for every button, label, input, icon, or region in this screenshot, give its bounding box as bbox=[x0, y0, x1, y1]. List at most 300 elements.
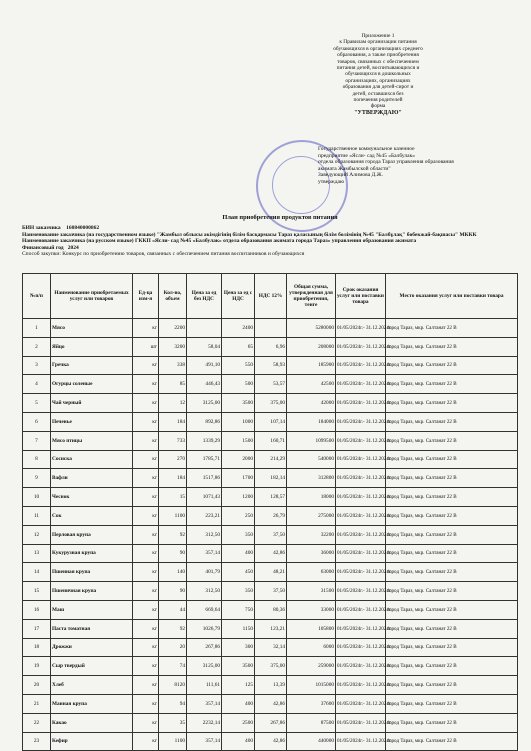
row-term: 01/05/2024г.- 31.12.2024г. bbox=[336, 732, 386, 751]
row-vat: 37,50 bbox=[255, 582, 287, 601]
row-item-name: Вафли bbox=[51, 469, 133, 488]
row-quantity: 92 bbox=[159, 619, 187, 638]
header-cell-name: Наименование приобретаемых услуг или товаров bbox=[51, 274, 133, 319]
table-row bbox=[23, 469, 518, 488]
row-quantity: 90 bbox=[159, 582, 187, 601]
row-price: 312,50 bbox=[187, 525, 222, 544]
row-vat: 42,86 bbox=[255, 544, 287, 563]
row-number: 9 bbox=[23, 469, 51, 488]
row-price: 357,14 bbox=[187, 694, 222, 713]
row-quantity: 94 bbox=[159, 694, 187, 713]
row-price-vat: 1150 bbox=[222, 619, 255, 638]
org-line: Государственное коммунальное казенное bbox=[318, 146, 415, 152]
row-price-vat: 1000 bbox=[222, 412, 255, 431]
procurement-table bbox=[22, 273, 518, 751]
row-item-name: Какао bbox=[51, 713, 133, 732]
table-row bbox=[23, 713, 518, 732]
row-number: 21 bbox=[23, 694, 51, 713]
row-vat: 214,29 bbox=[255, 450, 287, 469]
row-quantity: 44 bbox=[159, 600, 187, 619]
row-quantity: 140 bbox=[159, 563, 187, 582]
row-term: 01/05/2024г.- 31.12.2024г. bbox=[336, 506, 386, 525]
row-item-name: Маш bbox=[51, 600, 133, 619]
row-term: 01/05/2024г.- 31.12.2024г. bbox=[336, 638, 386, 657]
row-price: 401,79 bbox=[187, 563, 222, 582]
row-term: 01/05/2024г.- 31.12.2024г. bbox=[336, 544, 386, 563]
head-signature-line: Заведующий Алимова Д.Ж. bbox=[318, 172, 383, 179]
row-sum: 1099500 bbox=[287, 431, 336, 450]
row-vat: 6,96 bbox=[255, 337, 287, 356]
row-number: 6 bbox=[23, 412, 51, 431]
table-row bbox=[23, 638, 518, 657]
row-quantity: 20 bbox=[159, 638, 187, 657]
row-term: 01/05/2024г.- 31.12.2024г. bbox=[336, 676, 386, 695]
row-price: 446,43 bbox=[187, 375, 222, 394]
row-term: 01/05/2024г.- 31.12.2024г. bbox=[336, 713, 386, 732]
row-item-name: Пшенная крупа bbox=[51, 563, 133, 582]
row-price-vat: 3500 bbox=[222, 394, 255, 413]
row-unit: кг bbox=[133, 450, 159, 469]
row-sum: 18000 bbox=[287, 488, 336, 507]
row-sum: 440000 bbox=[287, 732, 336, 751]
table-row bbox=[23, 732, 518, 751]
row-price: 3125,00 bbox=[187, 394, 222, 413]
row-place: город Тараз, мкр. Салтанат 22 В bbox=[386, 582, 518, 601]
header-cell-price-vat: Цена за ед с НДС bbox=[222, 274, 255, 319]
method-value: Конкурс по приобретению товаров, связанных с обеспечением питания воспитанников и обучающихся bbox=[62, 251, 305, 258]
table-row bbox=[23, 319, 518, 338]
row-price: 3125,00 bbox=[187, 657, 222, 676]
row-unit: кг bbox=[133, 431, 159, 450]
table-row bbox=[23, 694, 518, 713]
row-sum: 33000 bbox=[287, 600, 336, 619]
table-row bbox=[23, 375, 518, 394]
bin-row bbox=[22, 225, 517, 232]
row-place: город Тараз, мкр. Салтанат 22 В bbox=[386, 506, 518, 525]
row-price: 58,04 bbox=[187, 337, 222, 356]
row-price-vat: 1500 bbox=[222, 431, 255, 450]
row-unit: кг bbox=[133, 638, 159, 657]
appendix-block bbox=[318, 33, 438, 116]
row-number: 19 bbox=[23, 657, 51, 676]
row-price-vat: 3500 bbox=[222, 657, 255, 676]
row-place: город Тараз, мкр. Салтанат 22 В bbox=[386, 469, 518, 488]
row-place: город Тараз, мкр. Салтанат 22 В bbox=[386, 676, 518, 695]
name-ru-label: Наименование заказчика (на русском языке) bbox=[22, 238, 134, 245]
row-place: город Тараз, мкр. Салтанат 22 В bbox=[386, 319, 518, 338]
appendix-line: попечения родителей bbox=[353, 97, 403, 104]
row-item-name: Кефир bbox=[51, 732, 133, 751]
row-vat: 53,57 bbox=[255, 375, 287, 394]
table-row bbox=[23, 619, 518, 638]
row-price: 1517,86 bbox=[187, 469, 222, 488]
row-item-name: Яйцо bbox=[51, 337, 133, 356]
row-price: 111,61 bbox=[187, 676, 222, 695]
row-place: город Тараз, мкр. Салтанат 22 В bbox=[386, 638, 518, 657]
row-vat: 37,50 bbox=[255, 525, 287, 544]
header-cell-place: Место оказания услуг или поставки товара bbox=[386, 274, 518, 319]
row-price-vat: 125 bbox=[222, 676, 255, 695]
row-quantity: 3200 bbox=[159, 337, 187, 356]
row-item-name: Печенье bbox=[51, 412, 133, 431]
org-line: предприятие «Ясли- сад №45 «Балбулак» bbox=[318, 152, 416, 159]
row-sum: 5280000 bbox=[287, 319, 336, 338]
row-price-vat: 350 bbox=[222, 582, 255, 601]
row-unit: кг bbox=[133, 356, 159, 375]
row-number: 8 bbox=[23, 450, 51, 469]
row-vat: 13,39 bbox=[255, 676, 287, 695]
row-price-vat: 350 bbox=[222, 525, 255, 544]
table-row bbox=[23, 582, 518, 601]
row-sum: 36000 bbox=[287, 544, 336, 563]
table-row bbox=[23, 563, 518, 582]
row-unit: кг bbox=[133, 412, 159, 431]
row-place: город Тараз, мкр. Салтанат 22 В bbox=[386, 431, 518, 450]
row-sum: 259000 bbox=[287, 657, 336, 676]
row-number: 23 bbox=[23, 732, 51, 751]
row-price-vat: 1700 bbox=[222, 469, 255, 488]
table-row bbox=[23, 676, 518, 695]
row-quantity: 338 bbox=[159, 356, 187, 375]
row-vat: 123,21 bbox=[255, 619, 287, 638]
row-sum: 185900 bbox=[287, 356, 336, 375]
row-unit: кг bbox=[133, 319, 159, 338]
row-sum: 87500 bbox=[287, 713, 336, 732]
table-row bbox=[23, 450, 518, 469]
row-quantity: 15 bbox=[159, 488, 187, 507]
row-unit: кг bbox=[133, 506, 159, 525]
row-quantity: 1100 bbox=[159, 732, 187, 751]
row-quantity: 8120 bbox=[159, 676, 187, 695]
row-vat bbox=[255, 319, 287, 338]
table-row bbox=[23, 657, 518, 676]
row-price: 1071,43 bbox=[187, 488, 222, 507]
row-term: 01/05/2024г.- 31.12.2024г. bbox=[336, 600, 386, 619]
method-label: Способ закупки: bbox=[22, 251, 61, 258]
header-cell-unit: Ед-ца изм-я bbox=[133, 274, 159, 319]
row-price-vat: 300 bbox=[222, 638, 255, 657]
row-price-vat: 2500 bbox=[222, 713, 255, 732]
table-row bbox=[23, 394, 518, 413]
table-row bbox=[23, 431, 518, 450]
row-unit: кг bbox=[133, 732, 159, 751]
appendix-line: образования, а также приобретения bbox=[337, 52, 419, 59]
row-sum: 32200 bbox=[287, 525, 336, 544]
row-item-name: Манная крупа bbox=[51, 694, 133, 713]
row-unit: кг bbox=[133, 713, 159, 732]
row-number: 7 bbox=[23, 431, 51, 450]
row-place: город Тараз, мкр. Салтанат 22 В bbox=[386, 375, 518, 394]
row-sum: 63000 bbox=[287, 563, 336, 582]
row-number: 17 bbox=[23, 619, 51, 638]
table-row bbox=[23, 544, 518, 563]
appendix-line: образования для детей-сирот и bbox=[342, 84, 414, 91]
row-price: 669,64 bbox=[187, 600, 222, 619]
row-term: 01/05/2024г.- 31.12.2024г. bbox=[336, 412, 386, 431]
row-price: 357,14 bbox=[187, 732, 222, 751]
org-line: утверждаю bbox=[318, 178, 345, 185]
row-price: 1339,29 bbox=[187, 431, 222, 450]
row-place: город Тараз, мкр. Салтанат 22 В bbox=[386, 356, 518, 375]
row-place: город Тараз, мкр. Салтанат 22 В bbox=[386, 412, 518, 431]
row-place: город Тараз, мкр. Салтанат 22 В bbox=[386, 450, 518, 469]
row-term: 01/05/2024г.- 31.12.2024г. bbox=[336, 375, 386, 394]
row-number: 22 bbox=[23, 713, 51, 732]
row-sum: 42000 bbox=[287, 394, 336, 413]
row-unit: кг bbox=[133, 394, 159, 413]
row-number: 20 bbox=[23, 676, 51, 695]
row-unit: кг bbox=[133, 563, 159, 582]
row-item-name: Дрожжи bbox=[51, 638, 133, 657]
row-vat: 42,86 bbox=[255, 694, 287, 713]
table-header-row bbox=[23, 274, 518, 319]
row-sum: 312800 bbox=[287, 469, 336, 488]
row-vat: 375,00 bbox=[255, 657, 287, 676]
row-sum: 42500 bbox=[287, 375, 336, 394]
row-place: город Тараз, мкр. Салтанат 22 В bbox=[386, 732, 518, 751]
row-place: город Тараз, мкр. Салтанат 22 В bbox=[386, 544, 518, 563]
row-item-name: Гречка bbox=[51, 356, 133, 375]
row-unit: кг bbox=[133, 657, 159, 676]
row-place: город Тараз, мкр. Салтанат 22 В bbox=[386, 394, 518, 413]
row-price-vat: 2400 bbox=[222, 319, 255, 338]
org-line: отдела образования города Тараз управления образования bbox=[318, 159, 454, 166]
row-unit: кг bbox=[133, 582, 159, 601]
name-ru-value: ГККП «Ясли- сад №45 «Балбулак» отдела образования акимата города Тараз» управления образования акимата bbox=[135, 238, 417, 245]
year-value: 2024 bbox=[67, 244, 79, 251]
table-row bbox=[23, 525, 518, 544]
row-quantity: 92 bbox=[159, 525, 187, 544]
row-term: 01/05/2024г.- 31.12.2024г. bbox=[336, 525, 386, 544]
organization-block bbox=[318, 146, 518, 186]
row-number: 18 bbox=[23, 638, 51, 657]
row-vat: 375,00 bbox=[255, 394, 287, 413]
row-price: 267,86 bbox=[187, 638, 222, 657]
row-sum: 275000 bbox=[287, 506, 336, 525]
row-unit: кг bbox=[133, 375, 159, 394]
row-vat: 48,21 bbox=[255, 563, 287, 582]
row-number: 5 bbox=[23, 394, 51, 413]
row-price: 1026,79 bbox=[187, 619, 222, 638]
row-place: город Тараз, мкр. Салтанат 22 В bbox=[386, 694, 518, 713]
year-label: Финансовый год bbox=[22, 244, 64, 251]
row-price-vat: 500 bbox=[222, 375, 255, 394]
row-quantity: 184 bbox=[159, 412, 187, 431]
row-quantity: 1100 bbox=[159, 506, 187, 525]
row-item-name: Хлеб bbox=[51, 676, 133, 695]
row-number: 13 bbox=[23, 544, 51, 563]
appendix-line: форма bbox=[370, 103, 386, 110]
appendix-line: к Правилам организации питания bbox=[339, 39, 417, 46]
row-place: город Тараз, мкр. Салтанат 22 В bbox=[386, 657, 518, 676]
row-vat: 107,14 bbox=[255, 412, 287, 431]
row-price-vat: 400 bbox=[222, 732, 255, 751]
row-price-vat: 2000 bbox=[222, 450, 255, 469]
row-term: 01/05/2024г.- 31.12.2024г. bbox=[336, 657, 386, 676]
table-row bbox=[23, 412, 518, 431]
row-item-name: Пшеничная крупа bbox=[51, 582, 133, 601]
row-number: 4 bbox=[23, 375, 51, 394]
page-title: План приобретения продуктов питания bbox=[222, 214, 338, 221]
row-unit: кг bbox=[133, 525, 159, 544]
row-item-name: Кукурузная крупа bbox=[51, 544, 133, 563]
row-item-name: Паста томатная bbox=[51, 619, 133, 638]
row-sum: 1015000 bbox=[287, 676, 336, 695]
row-price-vat: 400 bbox=[222, 694, 255, 713]
row-price-vat: 400 bbox=[222, 544, 255, 563]
row-term: 01/05/2024г.- 31.12.2024г. bbox=[336, 469, 386, 488]
appendix-line: детей, оставшихся без bbox=[352, 90, 404, 97]
row-unit: кг bbox=[133, 676, 159, 695]
row-vat: 80,36 bbox=[255, 600, 287, 619]
appendix-line: Приложение 1 bbox=[361, 33, 395, 39]
name-kz-value: "Жамбыл облысы әкімдігінің білім басқармасы Тараз қаласының білім бөлімінің №45 "Балбұлақ" бөбекжай-бақшасы" МККК bbox=[156, 231, 477, 238]
row-vat: 160,71 bbox=[255, 431, 287, 450]
appendix-line: товаров, связанных с обеспечением bbox=[337, 58, 419, 65]
row-item-name: Перловая крупа bbox=[51, 525, 133, 544]
row-term: 01/05/2024г.- 31.12.2024г. bbox=[336, 488, 386, 507]
row-vat: 128,57 bbox=[255, 488, 287, 507]
row-quantity: 184 bbox=[159, 469, 187, 488]
row-vat: 267,86 bbox=[255, 713, 287, 732]
row-vat: 26,79 bbox=[255, 506, 287, 525]
row-quantity: 2200 bbox=[159, 319, 187, 338]
row-vat: 182,14 bbox=[255, 469, 287, 488]
row-number: 10 bbox=[23, 488, 51, 507]
row-place: город Тараз, мкр. Салтанат 22 В bbox=[386, 337, 518, 356]
bin-value: 160840000862 bbox=[66, 225, 100, 231]
table-row bbox=[23, 600, 518, 619]
row-place: город Тараз, мкр. Салтанат 22 В bbox=[386, 563, 518, 582]
row-price: 357,14 bbox=[187, 544, 222, 563]
row-term: 01/05/2024г.- 31.12.2024г. bbox=[336, 356, 386, 375]
row-term: 01/05/2024г.- 31.12.2024г. bbox=[336, 319, 386, 338]
row-sum: 208000 bbox=[287, 337, 336, 356]
row-vat: 42,86 bbox=[255, 732, 287, 751]
table-body bbox=[23, 319, 518, 751]
row-number: 16 bbox=[23, 600, 51, 619]
row-price: 491,10 bbox=[187, 356, 222, 375]
row-term: 01/05/2024г.- 31.12.2024г. bbox=[336, 450, 386, 469]
row-price: 223,21 bbox=[187, 506, 222, 525]
row-place: город Тараз, мкр. Салтанат 22 В bbox=[386, 619, 518, 638]
row-number: 3 bbox=[23, 356, 51, 375]
row-quantity: 12 bbox=[159, 394, 187, 413]
row-place: город Тараз, мкр. Салтанат 22 В bbox=[386, 488, 518, 507]
header-cell-vat: НДС 12% bbox=[255, 274, 287, 319]
row-item-name: Мясо bbox=[51, 319, 133, 338]
row-price: 2232,14 bbox=[187, 713, 222, 732]
row-number: 11 bbox=[23, 506, 51, 525]
customer-info bbox=[22, 225, 517, 258]
appendix-line: обучающихся в организациях среднего bbox=[333, 45, 423, 52]
row-unit: кг bbox=[133, 544, 159, 563]
bin-label: БИН заказчика bbox=[22, 225, 61, 231]
table-row bbox=[23, 506, 518, 525]
row-term: 01/05/2024г.- 31.12.2024г. bbox=[336, 394, 386, 413]
row-price-vat: 65 bbox=[222, 337, 255, 356]
name-ru-row bbox=[22, 238, 517, 245]
row-price bbox=[187, 319, 222, 338]
row-item-name: Сосиска bbox=[51, 450, 133, 469]
org-line: акимата Жамбылской области" bbox=[318, 165, 391, 172]
approve-label: "УТВЕРЖДАЮ" bbox=[354, 109, 402, 116]
row-price: 1785,71 bbox=[187, 450, 222, 469]
row-item-name: Чеснок bbox=[51, 488, 133, 507]
row-sum: 6000 bbox=[287, 638, 336, 657]
table-row bbox=[23, 488, 518, 507]
row-item-name: Мясо птицы bbox=[51, 431, 133, 450]
row-number: 2 bbox=[23, 337, 51, 356]
header-cell-number: №п/п bbox=[23, 274, 51, 319]
row-unit: кг bbox=[133, 469, 159, 488]
row-unit: кг bbox=[133, 600, 159, 619]
row-sum: 105800 bbox=[287, 619, 336, 638]
row-number: 15 bbox=[23, 582, 51, 601]
row-term: 01/05/2024г.- 31.12.2024г. bbox=[336, 431, 386, 450]
row-quantity: 74 bbox=[159, 657, 187, 676]
row-sum: 31500 bbox=[287, 582, 336, 601]
row-term: 01/05/2024г.- 31.12.2024г. bbox=[336, 694, 386, 713]
method-row bbox=[22, 251, 517, 258]
header-cell-quantity: Кол-во, объем bbox=[159, 274, 187, 319]
row-quantity: 733 bbox=[159, 431, 187, 450]
row-vat: 58,93 bbox=[255, 356, 287, 375]
row-price-vat: 250 bbox=[222, 506, 255, 525]
row-place: город Тараз, мкр. Салтанат 22 В bbox=[386, 600, 518, 619]
header-cell-term: Срок оказания услуг или поставки товара bbox=[336, 274, 386, 319]
row-item-name: Чай черный bbox=[51, 394, 133, 413]
row-price: 892,86 bbox=[187, 412, 222, 431]
row-vat: 32,14 bbox=[255, 638, 287, 657]
row-quantity: 85 bbox=[159, 375, 187, 394]
row-term: 01/05/2024г.- 31.12.2024г. bbox=[336, 582, 386, 601]
row-quantity: 270 bbox=[159, 450, 187, 469]
row-unit: шт bbox=[133, 337, 159, 356]
row-sum: 37600 bbox=[287, 694, 336, 713]
table-row bbox=[23, 356, 518, 375]
row-price-vat: 750 bbox=[222, 600, 255, 619]
row-sum: 540000 bbox=[287, 450, 336, 469]
header-cell-sum: Общая сумма, утвержденная для приобретения, тенге bbox=[287, 274, 336, 319]
row-unit: кг bbox=[133, 488, 159, 507]
row-item-name: Огурцы соленые bbox=[51, 375, 133, 394]
row-quantity: 35 bbox=[159, 713, 187, 732]
name-kz-label: Наименование заказчика (на государственном языке) bbox=[22, 231, 156, 238]
row-price: 312,50 bbox=[187, 582, 222, 601]
row-price-vat: 550 bbox=[222, 356, 255, 375]
row-number: 12 bbox=[23, 525, 51, 544]
row-term: 01/05/2024г.- 31.12.2024г. bbox=[336, 337, 386, 356]
appendix-line: питания детей, воспитывающихся и bbox=[336, 65, 420, 72]
appendix-line: обучающихся в дошкольных bbox=[345, 71, 411, 78]
row-price-vat: 1200 bbox=[222, 488, 255, 507]
row-number: 1 bbox=[23, 319, 51, 338]
row-quantity: 90 bbox=[159, 544, 187, 563]
table-row bbox=[23, 337, 518, 356]
row-place: город Тараз, мкр. Салтанат 22 В bbox=[386, 525, 518, 544]
row-item-name: Сок bbox=[51, 506, 133, 525]
row-place: город Тараз, мкр. Салтанат 22 В bbox=[386, 713, 518, 732]
header-cell-price: Цена за ед без НДС bbox=[187, 274, 222, 319]
appendix-line: организациях, организациях bbox=[345, 77, 411, 84]
row-unit: кг bbox=[133, 619, 159, 638]
row-unit: кг bbox=[133, 694, 159, 713]
row-sum: 184000 bbox=[287, 412, 336, 431]
row-number: 14 bbox=[23, 563, 51, 582]
row-price-vat: 450 bbox=[222, 563, 255, 582]
row-term: 01/05/2024г.- 31.12.2024г. bbox=[336, 619, 386, 638]
